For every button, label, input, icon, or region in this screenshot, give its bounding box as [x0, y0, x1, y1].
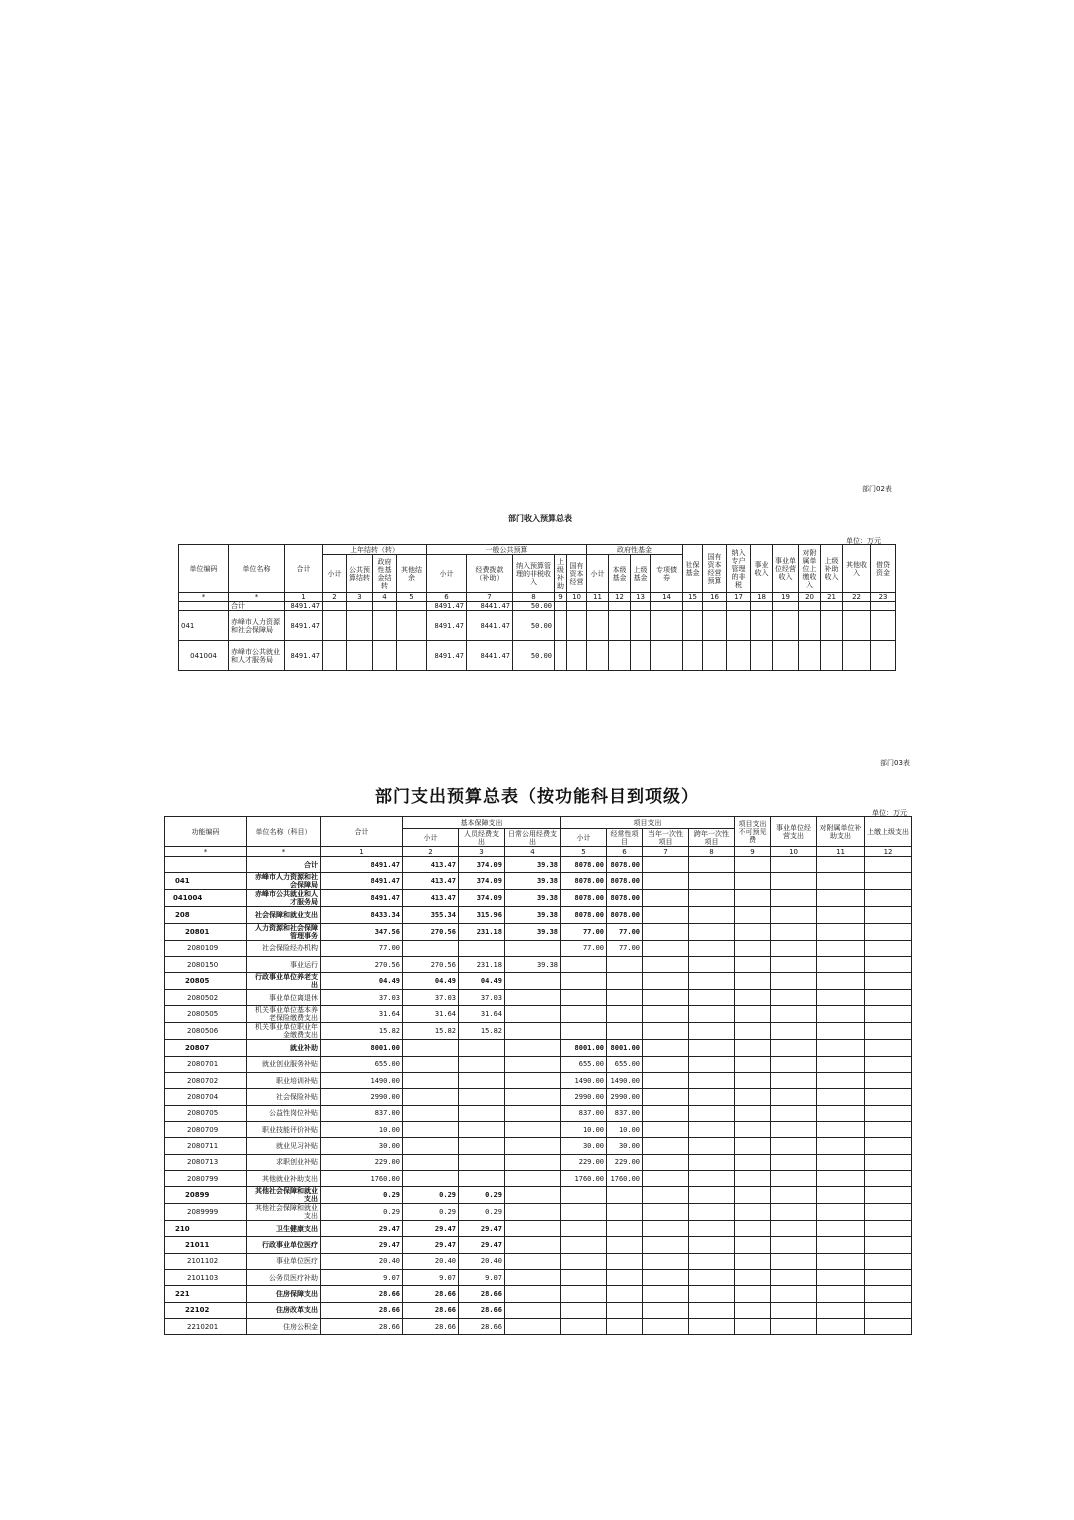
col-index-cell: 7 [467, 593, 513, 602]
col-index-cell: 1 [285, 593, 323, 602]
table-row: 2080799 其他就业补助支出 1760.00 1760.00 1760.00 [165, 1170, 912, 1186]
table-row: 2080506 机关事业单位职业年金缴费支出 15.82 15.82 15.82 [165, 1023, 912, 1040]
col-index-cell: 21 [821, 593, 843, 602]
t2-body [165, 857, 912, 1335]
col-index-cell: 22 [843, 593, 871, 602]
table-row: 2101103 公务员医疗补助 9.07 9.07 9.07 [165, 1270, 912, 1286]
t1-col-6: 小计 [427, 555, 467, 593]
t2-col-6: 经常性项目 [607, 829, 643, 847]
col-index-cell: * [247, 847, 321, 857]
t1-group-general: 一般公共预算 [427, 545, 587, 555]
table-row: 2080705 公益性岗位补贴 837.00 837.00 837.00 [165, 1105, 912, 1121]
table-row: 2080505 机关事业单位基本养老保险缴费支出 31.64 31.64 31.64 [165, 1006, 912, 1023]
col-index-cell: 18 [751, 593, 773, 602]
table1-unit: 单位：万元 [846, 537, 881, 545]
t1-col-21: 上级补助收入 [821, 545, 843, 593]
table-row: 20807 就业补助 8001.00 8001.00 8001.00 [165, 1040, 912, 1056]
t1-group-carryover: 上年结转（转） [323, 545, 427, 555]
col-index-cell: 10 [771, 847, 817, 857]
t2-col-8: 跨年一次性项目 [689, 829, 735, 847]
col-index-cell: 9 [555, 593, 567, 602]
col-index-cell: 5 [397, 593, 427, 602]
t1-col-total: 合计 [285, 545, 323, 593]
income-budget-table [178, 544, 896, 671]
col-index-cell: 11 [817, 847, 865, 857]
col-index-cell: 2 [403, 847, 459, 857]
col-index-cell: 7 [643, 847, 689, 857]
t2-group-basic: 基本保障支出 [403, 817, 561, 829]
col-index-cell: 5 [561, 847, 607, 857]
t2-group-project: 项目支出 [561, 817, 735, 829]
col-index-cell: 3 [459, 847, 505, 857]
table-row: 2080502 事业单位离退休 37.03 37.03 37.03 [165, 990, 912, 1006]
t1-col-10: 国有资本经营 [567, 555, 587, 593]
t2-col-9: 项目支出不可预见费 [735, 817, 771, 847]
t1-col-name: 单位名称 [229, 545, 285, 593]
col-index-cell: 12 [865, 847, 912, 857]
table-row: 2080702 职业培训补贴 1490.00 1490.00 1490.00 [165, 1073, 912, 1089]
table-row: 041004 赤峰市公共就业和人才服务局 8491.47 8491.47 8441.47 50.00 [179, 641, 896, 671]
table-row: 21011 行政事业单位医疗 29.47 29.47 29.47 [165, 1237, 912, 1253]
t1-index-row [179, 593, 896, 602]
col-index-cell: 8 [689, 847, 735, 857]
table-row: 208 社会保障和就业支出 8433.34 355.34 315.96 39.38 8078.00 8078.00 [165, 907, 912, 923]
col-index-cell: 4 [373, 593, 397, 602]
table-row: 041004 赤峰市公共就业和人才服务局 8491.47 413.47 374.09 39.38 8078.00 8078.00 [165, 890, 912, 907]
t1-col-code: 单位编码 [179, 545, 229, 593]
t1-col-19: 事业单位经营收入 [773, 545, 799, 593]
table-row: 2101102 事业单位医疗 20.40 20.40 20.40 [165, 1253, 912, 1269]
col-index-cell: 20 [799, 593, 821, 602]
t1-col-3: 公共预算结转 [347, 555, 373, 593]
t2-col-7: 当年一次性项目 [643, 829, 689, 847]
t2-col-2: 小计 [403, 829, 459, 847]
t1-group-fund: 政府性基金 [587, 545, 683, 555]
t1-col-13: 上级基金 [631, 555, 651, 593]
table1-form-number: 部门02表 [862, 485, 892, 493]
table-row: 2080701 就业创业服务补贴 655.00 655.00 655.00 [165, 1056, 912, 1072]
t2-col-code: 功能编码 [165, 817, 247, 847]
col-index-cell: 11 [587, 593, 609, 602]
t1-col-16: 国有资本经营预算 [703, 545, 727, 593]
t1-col-2: 小计 [323, 555, 347, 593]
table-row: 20899 其他社会保障和就业支出 0.29 0.29 0.29 [165, 1187, 912, 1204]
col-index-cell: 3 [347, 593, 373, 602]
table2-unit: 单位：万元 [872, 809, 907, 817]
col-index-cell: 1 [321, 847, 403, 857]
col-index-cell: 15 [683, 593, 703, 602]
t2-col-12: 上缴上级支出 [865, 817, 912, 847]
t1-col-17: 纳入专户管理的非税 [727, 545, 751, 593]
t1-col-14: 专项债券 [651, 555, 683, 593]
t1-col-22: 其他收入 [843, 545, 871, 593]
col-index-cell: 12 [609, 593, 631, 602]
col-index-cell: 8 [513, 593, 555, 602]
t1-col-23: 借贷资金 [871, 545, 896, 593]
table-row: 2089999 其他社会保障和就业支出 0.29 0.29 0.29 [165, 1204, 912, 1221]
table-row: 2210201 住房公积金 28.66 28.66 28.66 [165, 1318, 912, 1334]
col-index-cell: 17 [727, 593, 751, 602]
col-index-cell: * [229, 593, 285, 602]
expenditure-budget-table [164, 816, 912, 1335]
t1-col-5: 其他结余 [397, 555, 427, 593]
t1-col-15: 社保基金 [683, 545, 703, 593]
col-index-cell: 13 [631, 593, 651, 602]
t1-col-8: 纳入预算管理的非税收入 [513, 555, 555, 593]
table-row: 2080109 社会保险经办机构 77.00 77.00 77.00 [165, 940, 912, 956]
col-index-cell: 2 [323, 593, 347, 602]
table-row: 041 赤峰市人力资源和社会保障局 8491.47 413.47 374.09 39.38 8078.00 8078.00 [165, 873, 912, 890]
col-index-cell: 6 [427, 593, 467, 602]
t2-col-3: 人员经费支出 [459, 829, 505, 847]
col-index-cell: 14 [651, 593, 683, 602]
table-row: 210 卫生健康支出 29.47 29.47 29.47 [165, 1221, 912, 1237]
t1-col-4: 政府性基金结转 [373, 555, 397, 593]
t1-col-11: 小计 [587, 555, 609, 593]
table-row: 2080709 职业技能评价补贴 10.00 10.00 10.00 [165, 1121, 912, 1137]
col-index-cell: 6 [607, 847, 643, 857]
table1-title: 部门收入预算总表 [508, 514, 572, 523]
table-row: 221 住房保障支出 28.66 28.66 28.66 [165, 1286, 912, 1302]
t2-col-4: 日常公用经费支出 [505, 829, 561, 847]
col-index-cell: 19 [773, 593, 799, 602]
t1-col-20: 对附属单位上缴收入 [799, 545, 821, 593]
t2-col-11: 对附属单位补助支出 [817, 817, 865, 847]
table-row: 20805 行政事业单位养老支出 04.49 04.49 04.49 [165, 973, 912, 990]
table-row: 20801 人力资源和社会保障管理事务 347.56 270.56 231.18 39.38 77.00 77.00 [165, 923, 912, 940]
table-row: 2080704 社会保险补贴 2990.00 2990.00 2990.00 [165, 1089, 912, 1105]
col-index-cell: 10 [567, 593, 587, 602]
t2-col-total: 合计 [321, 817, 403, 847]
t1-col-9: 上级补助 [555, 555, 567, 593]
table-row: 合计 8491.47 8491.47 8441.47 50.00 [179, 602, 896, 611]
table2-title: 部门支出预算总表（按功能科目到项级） [375, 787, 699, 807]
t2-col-name: 单位名称（科目） [247, 817, 321, 847]
col-index-cell: 16 [703, 593, 727, 602]
col-index-cell: 4 [505, 847, 561, 857]
table-row: 041 赤峰市人力资源和社会保障局 8491.47 8491.47 8441.47 50.00 [179, 611, 896, 641]
t2-col-10: 事业单位经营支出 [771, 817, 817, 847]
table-row: 2080150 事业运行 270.56 270.56 231.18 39.38 [165, 956, 912, 972]
t1-col-12: 本级基金 [609, 555, 631, 593]
table-row: 2080713 求职创业补贴 229.00 229.00 229.00 [165, 1154, 912, 1170]
col-index-cell: 23 [871, 593, 896, 602]
table-row: 2080711 就业见习补贴 30.00 30.00 30.00 [165, 1138, 912, 1154]
t1-col-7: 经费拨款（补助） [467, 555, 513, 593]
t1-col-18: 事业收入 [751, 545, 773, 593]
table-row: 22102 住房改革支出 28.66 28.66 28.66 [165, 1302, 912, 1318]
t2-col-5: 小计 [561, 829, 607, 847]
table-row: 合计 8491.47 413.47 374.09 39.38 8078.00 8078.00 [165, 857, 912, 873]
col-index-cell: 9 [735, 847, 771, 857]
table2-form-number: 部门03表 [880, 759, 910, 767]
t2-index-row [165, 847, 912, 857]
col-index-cell: * [179, 593, 229, 602]
col-index-cell: * [165, 847, 247, 857]
